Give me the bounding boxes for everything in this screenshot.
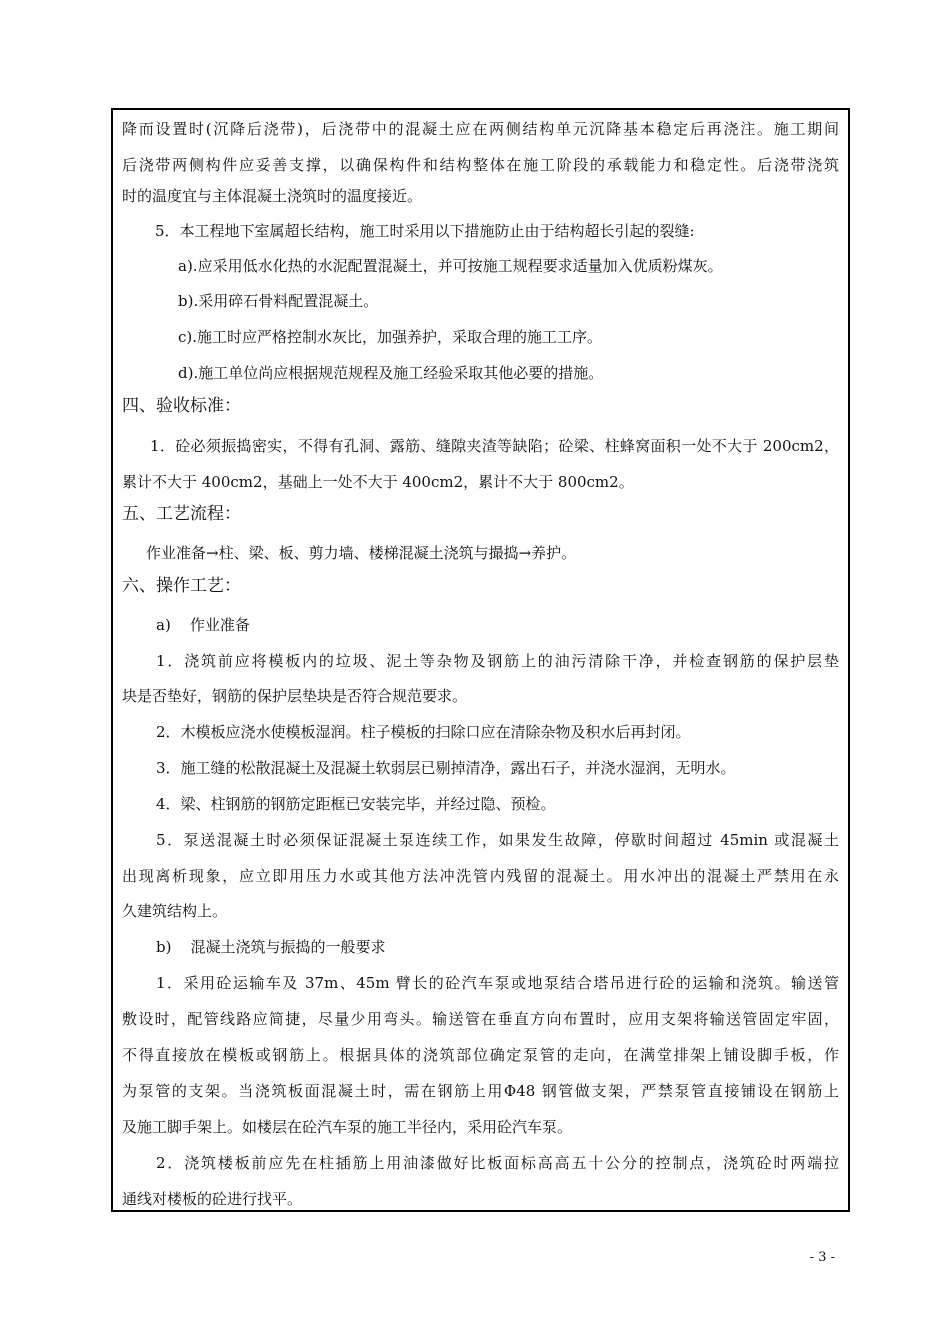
text-line: 5．本工程地下室属超长结构，施工时采用以下措施防止由于结构超长引起的裂缝:: [155, 222, 695, 240]
text-line: 1．砼必须振捣密实，不得有孔洞、露筋、缝隙夹渣等缺陷；砼梁、柱蜂窝面积一处不大于 200cm2，: [150, 437, 839, 455]
text-line: a).应采用低水化热的水泥配置混凝土，并可按施工规程要求适量加入优质粉煤灰。: [178, 257, 723, 275]
text-line: c).施工时应严格控制水灰比，加强养护，采取合理的施工工序。: [178, 328, 603, 346]
subsection-heading: b) 混凝土浇筑与振捣的一般要求: [156, 938, 386, 956]
text-line: 时的温度宜与主体混凝土浇筑时的温度接近。: [122, 187, 423, 205]
text-line: 及施工脚手架上。如楼层在砼汽车泵的施工半径内，采用砼汽车泵。: [122, 1118, 573, 1136]
text-line: 作业准备→柱、梁、板、剪力墙、楼梯混凝土浇筑与撮捣→养护。: [146, 544, 577, 562]
section-heading: 四、验收标准：: [122, 396, 241, 416]
text-line: 4．梁、柱钢筋的钢筋定距框已安装完毕，并经过隐、预检。: [156, 795, 556, 813]
text-line: 敷设时，配管线路应简捷，尽量少用弯头。输送管在垂直方向布置时，应用支架将输送管固定牢固，: [122, 1010, 839, 1028]
section-heading: 五、工艺流程：: [122, 504, 241, 524]
text-line: 2．浇筑楼板前应先在柱插筋上用油漆做好比板面标高高五十公分的控制点，浇筑砼时两端拉: [156, 1154, 839, 1172]
text-line: 块是否垫好，钢筋的保护层垫块是否符合规范要求。: [122, 687, 468, 705]
text-line: 久建筑结构上。: [122, 902, 228, 920]
text-line: 2．木模板应浇水使模板湿润。柱子模板的扫除口应在清除杂物及积水后再封闭。: [156, 723, 691, 741]
text-line: 通线对楼板的砼进行找平。: [122, 1190, 303, 1208]
page-number: - 3 -: [809, 1250, 835, 1265]
text-line: 1．浇筑前应将模板内的垃圾、泥土等杂物及钢筋上的油污清除干净，并检查钢筋的保护层垫: [156, 652, 839, 670]
text-line: 5．泵送混凝土时必须保证混凝土泵连续工作，如果发生故障，停歇时间超过 45min 或混凝土: [156, 831, 839, 849]
text-line: 累计不大于 400cm2，基础上一处不大于 400cm2，累计不大于 800cm2。: [122, 473, 634, 491]
text-line: 出现离析现象，应立即用压力水或其他方法冲洗管内残留的混凝土。用水冲出的混凝土严禁用在永: [122, 867, 839, 885]
text-line: 不得直接放在模板或钢筋上。根据具体的浇筑部位确定泵管的走向，在满堂排架上铺设脚手板，作: [122, 1046, 839, 1064]
text-line: 1．采用砼运输车及 37m、45m 臂长的砼汽车泵或地泵结合塔吊进行砼的运输和浇筑。输送管: [156, 974, 839, 992]
text-line: 3．施工缝的松散混凝土及混凝土软弱层已剔掉清净，露出石子，并浇水湿润，无明水。: [156, 759, 736, 777]
text-line: 为泵管的支架。当浇筑板面混凝土时，需在钢筋上用Φ48 钢管做支架，严禁泵管直接铺设在钢筋上: [122, 1082, 839, 1100]
text-line: 降而设置时(沉降后浇带)，后浇带中的混凝土应在两侧结构单元沉降基本稳定后再浇注。施工期间: [122, 120, 839, 138]
section-heading: 六、操作工艺：: [122, 576, 241, 596]
text-line: 后浇带两侧构件应妥善支撑，以确保构件和结构整体在施工阶段的承载能力和稳定性。后浇带浇筑: [122, 156, 839, 174]
subsection-heading: a) 作业准备: [156, 616, 250, 634]
text-line: d).施工单位尚应根据规范规程及施工经验采取其他必要的措施。: [178, 364, 604, 382]
text-line: b).采用碎石骨料配置混凝土。: [178, 292, 379, 310]
